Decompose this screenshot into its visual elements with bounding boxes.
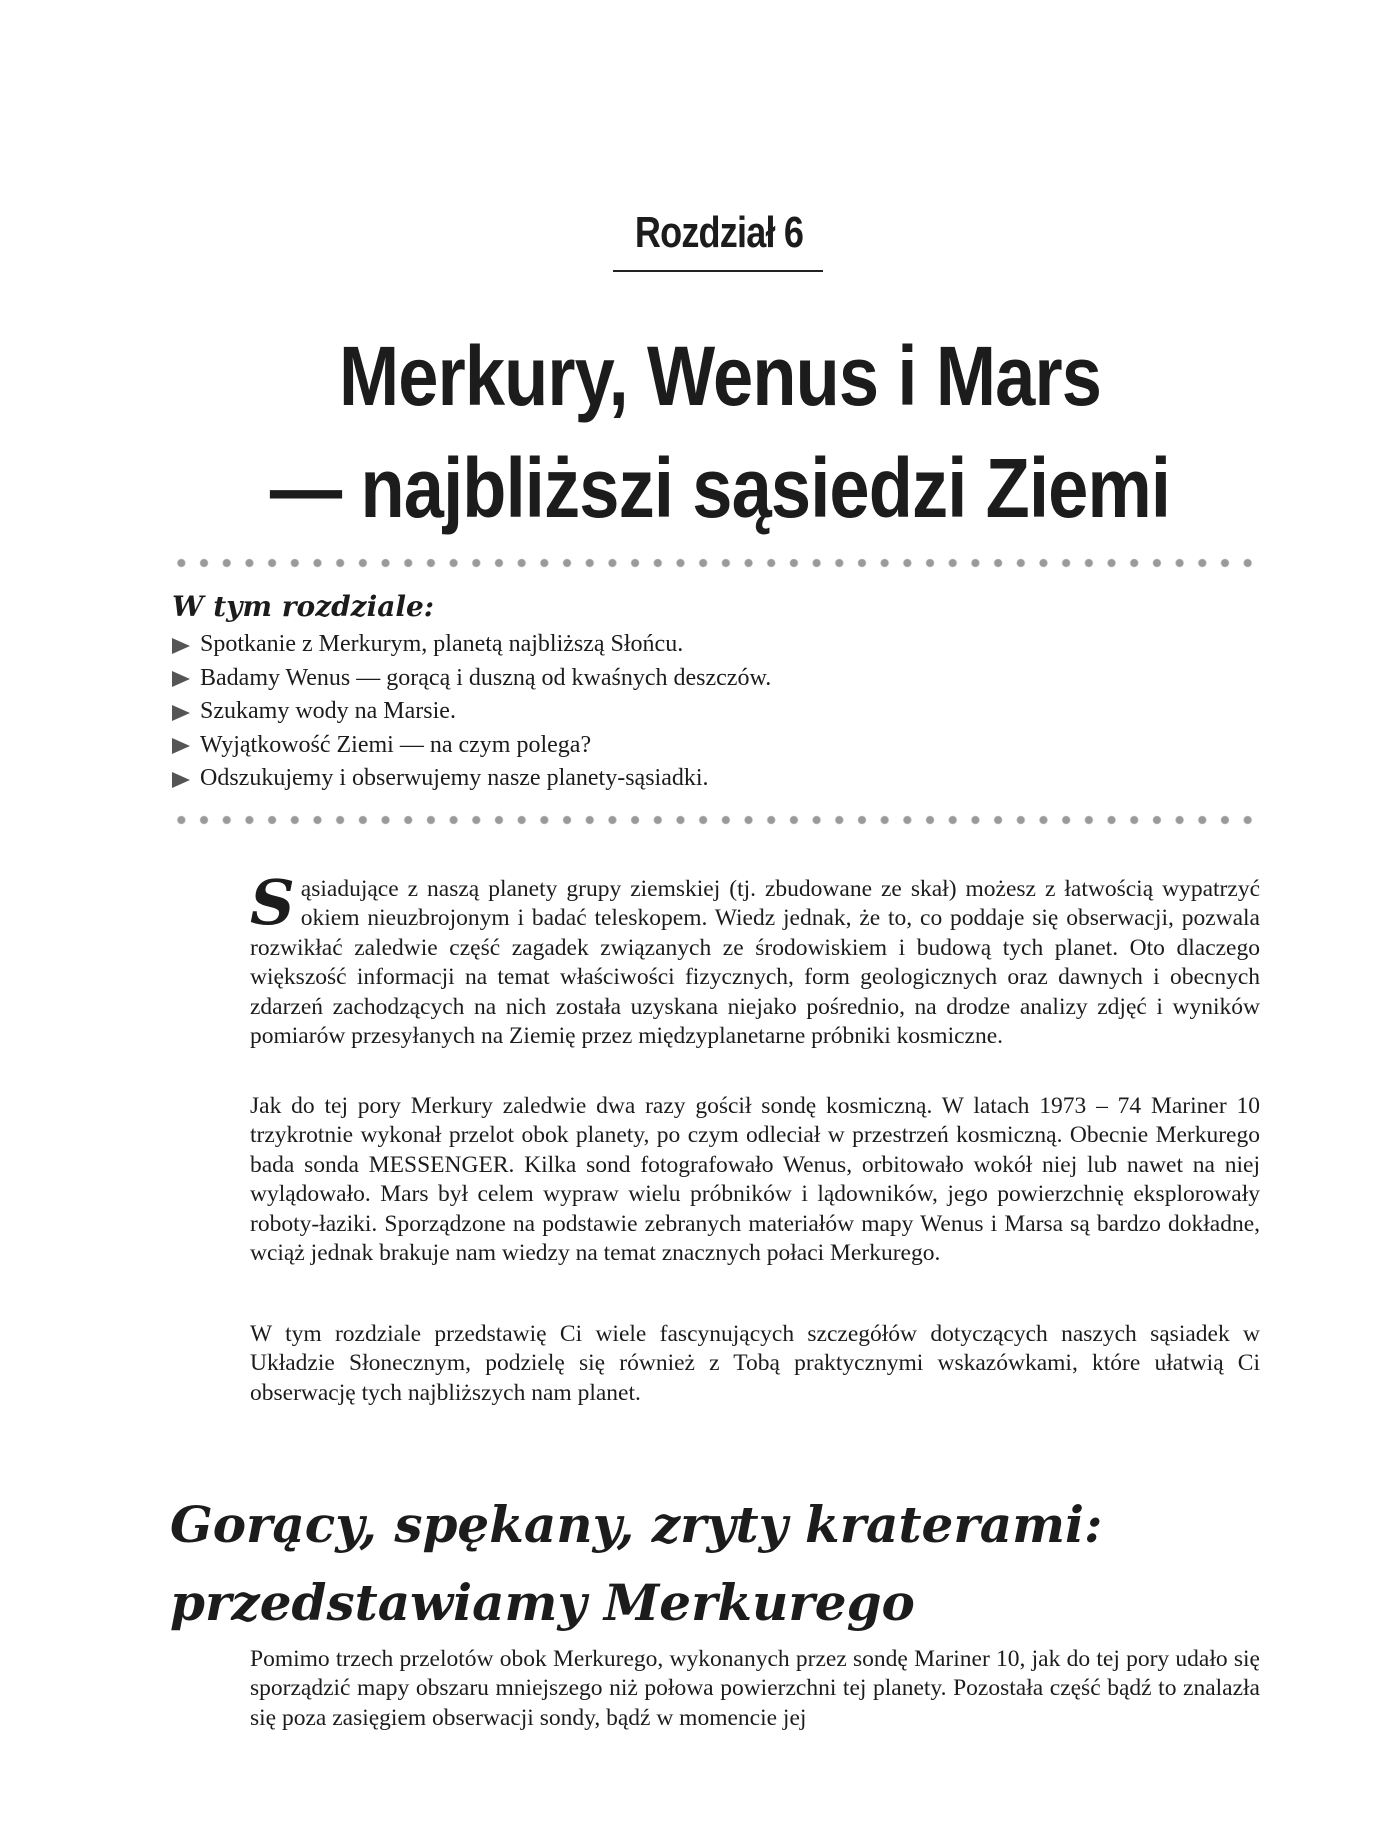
intro-paragraph <box>250 866 1260 1051</box>
list-item-text: Spotkanie z Merkurym, planetą najbliższą Słońcu. <box>200 631 684 657</box>
section-paragraph-1: Pomimo trzech przelotów obok Merkurego, wykonanych przez sondę Mariner 10, jak do tej pory udało się sporządzić mapy obszaru mniejszego niż połowa powierzchni tej planety. Pozostała część bądź to znalazła się poza zasięgiem obserwacji sondy, bądź w momencie jej <box>250 1646 1260 1731</box>
intro-paragraph-text: ąsiadujące z naszą planety grupy ziemskiej (tj. zbudowane ze skał) możesz z łatwością wypatrzyć okiem nieuzbrojonym i badać teleskopem. Wiedz jednak, że to, co poddaje się obserwacji, pozwala rozwikłać zaledwie część zagadek związanych ze środowiskiem i budową tych planet. Oto dlaczego większość informacji na temat właściwości fizycznych, form geologicznych oraz dawnych i obecnych zdarzeń zachodzących na nich została uzyskana niejako pośrednio, na drodze analizy zdjęć i wyników pomiarów przesyłanych na Ziemię przez międzyplanetarne próbniki kosmiczne. <box>250 876 1260 1050</box>
chapter-title-line-2: — najbliższi sąsiedzi Ziemi <box>269 441 1171 535</box>
list-item <box>172 695 771 729</box>
arrow-bullet-icon <box>172 772 190 788</box>
list-item-text: Wyjątkowość Ziemi — na czym polega? <box>200 731 592 758</box>
chapter-title-line-1: Merkury, Wenus i Mars <box>338 329 1102 423</box>
in-chapter-list <box>172 628 771 796</box>
list-item-text: Szukamy wody na Marsie. <box>200 698 456 724</box>
section-heading: Gorący, spękany, zryty kraterami: przedstawiamy Merkurego <box>170 1495 1103 1632</box>
list-item <box>172 729 771 763</box>
arrow-bullet-icon <box>172 638 190 654</box>
list-item <box>172 662 771 696</box>
body-paragraph-3: W tym rozdziale przedstawię Ci wiele fascynujących szczegółów dotyczących naszych sąsiadek w Układzie Słonecznym, podzielę się również z Tobą praktycznymi wskazówkami, które ułatwią Ci obserwację tych najbliższych nam planet. <box>250 1321 1260 1406</box>
body-paragraph-2: Jak do tej pory Merkury zaledwie dwa razy gościł sondę kosmiczną. W latach 1973 – 74 Mariner 10 trzykrotnie wykonał przelot obok planety, po czym odleciał w przestrzeń kosmiczną. Obecnie Merkurego bada sonda MESSENGER. Kilka sond fotografowało Wenus, orbitowało wokół niej lub nawet na niej wylądowało. Mars był celem wypraw wielu próbników i lądowników, jego powierzchnię eksplorowały roboty-łaziki. Sporządzone na podstawie zebranych materiałów mapy Wenus i Marsa są bardzo dokładne, wciąż jednak brakuje nam wiedzy na temat znacznych połaci Merkurego. <box>250 1093 1260 1267</box>
chapter-label: Rozdział 6 <box>634 208 804 257</box>
list-item <box>172 762 771 796</box>
list-item-text: Odszukujemy i obserwujemy nasze planety-sąsiadki. <box>200 765 709 791</box>
list-item <box>172 628 771 662</box>
arrow-bullet-icon <box>172 738 190 754</box>
chapter-title <box>170 320 1270 544</box>
dotted-divider-top <box>170 558 1260 568</box>
list-item-text: Badamy Wenus — gorącą i duszną od kwaśnych deszczów. <box>200 664 772 691</box>
chapter-label-underline <box>613 270 823 272</box>
in-chapter-heading: W tym rozdziale: <box>172 590 435 623</box>
arrow-bullet-icon <box>172 705 190 721</box>
dotted-divider-bottom <box>170 815 1260 825</box>
drop-cap: S <box>250 866 295 939</box>
arrow-bullet-icon <box>172 671 190 687</box>
